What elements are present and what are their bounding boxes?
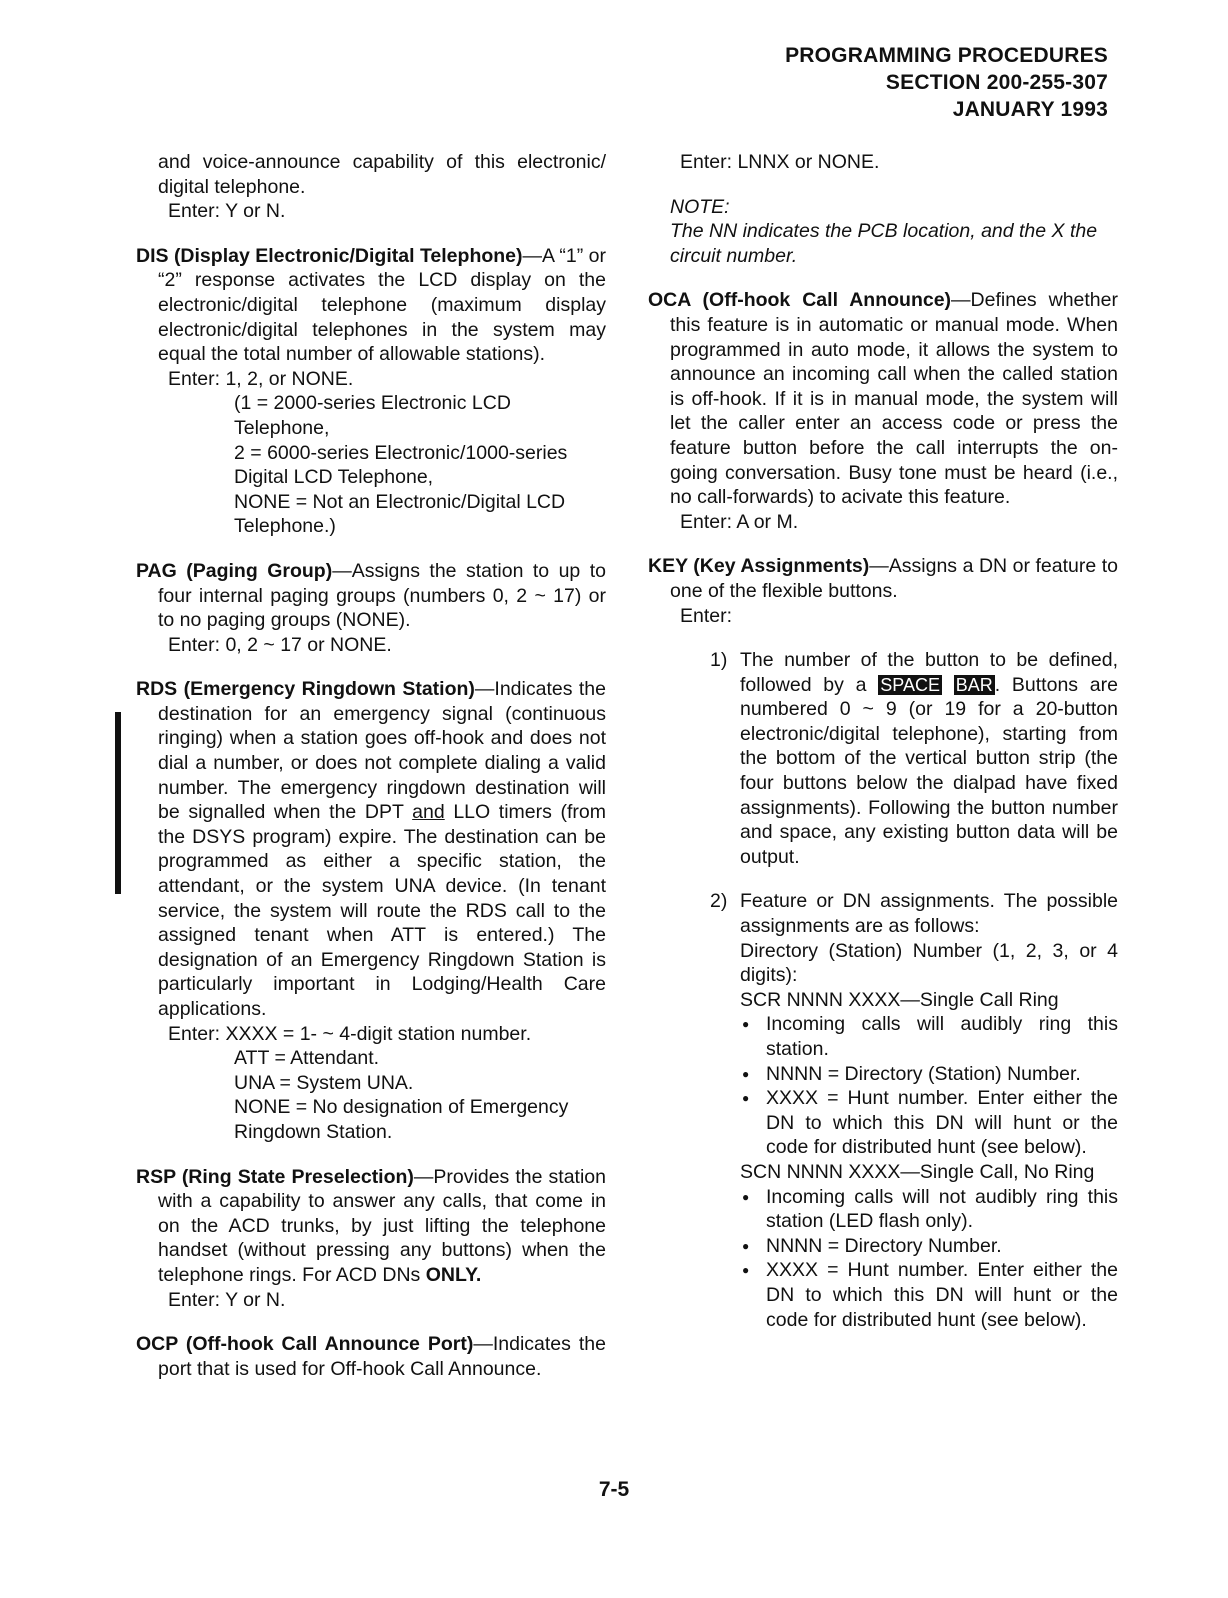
dis-text: —A “1” or “2” response activates the LCD display on the electronic/digital telephone (maximum display electronic/digital telephones in the system may equal the total number of allowable stations). (158, 244, 606, 366)
entry-ocp (136, 1332, 606, 1381)
oca-enter: Enter: A or M. (680, 510, 799, 533)
rds-option-2: UNA = System UNA. (234, 1071, 414, 1094)
rds-text-a: —Indicates the destination for an emergency signal (continuous ringing) when a station goes off-hook and does not dial a number, or does not complete dialing a valid number. The emergency ringdown destination will be signalled when the DPT (158, 678, 606, 824)
rds-text-b: LLO timers (from the DSYS program) expire. The destination can be programmed as either a specific station, the attendant, or the system UNA device. (In tenant service, the system will route the RDS call to the assigned tenant when ATT is entered.) The designation of an Emergency Ringdown Station is particularly important in Lodging/Health Care applications. (158, 801, 607, 1020)
scn-heading: SCN NNNN XXXX—Single Call, No Ring (740, 1160, 1095, 1183)
pag-paragraph (136, 559, 606, 633)
rds-enter: Enter: XXXX = 1- ~ 4-digit station number. (168, 1022, 532, 1045)
rsp-only: ONLY. (425, 1263, 482, 1286)
key-item-2-directory: Directory (Station) Number (1, 2, 3, or 4 digits): (740, 939, 1118, 987)
pag-enter: Enter: 0, 2 ~ 17 or NONE. (168, 633, 392, 656)
dis-option-1: (1 = 2000-series Electronic LCD Telephone, (234, 392, 511, 439)
scr-bullet-2: ● NNNN = Directory (Station) Number. (740, 1062, 1118, 1087)
header-title: PROGRAMMING PROCEDURES (785, 44, 1108, 67)
key-item-1-text-b: . Buttons are numbered 0 ~ 9 (or 19 for a 20-button electronic/digital telephone), starting from the bottom of the vertical button strip (the four buttons below the dialpad have fixed assignments). Following the button number and space, any existing button data will be output. (740, 673, 1118, 868)
key-item-1-text-a: The number of the button to be defined, followed by a (740, 649, 1118, 696)
rsp-paragraph (136, 1165, 606, 1288)
entry-dis (136, 244, 606, 539)
key-enter: Enter: (680, 604, 733, 627)
entry-key (648, 554, 1118, 1332)
entry-rsp (136, 1165, 606, 1313)
scr-bullet-1: ● Incoming calls will audibly ring this station. (740, 1012, 1118, 1061)
scr-bullets (740, 1012, 1118, 1160)
right-continued-entry (648, 150, 1118, 175)
rsp-enter: Enter: Y or N. (168, 1288, 286, 1311)
note-title: NOTE: (670, 195, 730, 218)
dis-heading: DIS (Display Electronic/Digital Telephone) (136, 244, 523, 267)
scn-bullet-2: ● NNNN = Directory Number. (740, 1234, 1118, 1259)
entry-pag (136, 559, 606, 657)
right-column (648, 150, 1118, 1352)
scr-heading: SCR NNNN XXXX—Single Call Ring (740, 988, 1059, 1011)
dis-option-2: 2 = 6000-series Electronic/1000-series Digital LCD Telephone, (234, 441, 568, 489)
oca-text: —Defines whether this feature is in automatic or manual mode. When programmed in auto mode, it allows the system to announce an incoming call when the called station is off-hook. If it is in manual mode, the system will let the caller enter an access code or press the feature button before the call interrupts the on-going conversation. Busy tone must be heard (i.e., no call-forwards) to acivate this feature. (670, 289, 1118, 509)
pag-heading: PAG (Paging Group) (136, 559, 333, 582)
page-header (785, 42, 1108, 123)
rds-heading: RDS (Emergency Ringdown Station) (136, 678, 475, 701)
continued-entry (136, 150, 606, 224)
left-column (136, 150, 606, 1401)
dis-paragraph (136, 244, 606, 367)
ocp-heading: OCP (Off-hook Call Announce Port) (136, 1333, 474, 1356)
ocp-enter: Enter: LNNX or NONE. (680, 151, 880, 173)
continued-text: and voice-announce capability of this electronic/ digital telephone. (158, 151, 606, 198)
rsp-text: —Provides the station with a capability to answer any calls, that come in on the ACD trunks, by just lifting the telephone handset (without pressing any buttons) when the telephone rings. For ACD DNs (158, 1165, 606, 1286)
scn-bullet-1: ● Incoming calls will not audibly ring this station (LED flash only). (740, 1185, 1118, 1234)
key-item-2-number: 2) (710, 890, 728, 913)
entry-rds (136, 677, 606, 1144)
scn-bullet-3: ● XXXX = Hunt number. Enter either the DN to which this DN will hunt or the code for distributed hunt (see below). (740, 1258, 1118, 1332)
dis-enter: Enter: 1, 2, or NONE. (168, 367, 354, 390)
rds-option-3: NONE = No designation of Emergency Ringdown Station. (234, 1096, 569, 1143)
oca-paragraph (648, 288, 1118, 509)
rsp-heading: RSP (Ring State Preselection) (136, 1165, 414, 1188)
pag-text: —Assigns the station to up to four internal paging groups (numbers 0, 2 ~ 17) or to no paging groups (NONE). (158, 559, 606, 632)
key-item-2-text: Feature or DN assignments. The possible assignments are as follows: (740, 890, 1118, 938)
space-key-label: SPACE (880, 674, 940, 695)
note-block (648, 195, 1118, 269)
change-bar (115, 712, 121, 894)
rds-option-1: ATT = Attendant. (234, 1047, 380, 1070)
ocp-paragraph (136, 1332, 606, 1381)
key-item-1 (710, 648, 1118, 869)
key-text: —Assigns a DN or feature to one of the flexible buttons. (670, 555, 1119, 602)
page-number: 7-5 (598, 1478, 630, 1501)
key-paragraph (648, 554, 1119, 603)
continued-enter: Enter: Y or N. (168, 200, 286, 223)
scn-bullets (740, 1185, 1118, 1333)
ocp-text: —Indicates the port that is used for Off-hook Call Announce. (158, 1333, 606, 1380)
key-item-2 (710, 889, 1118, 1332)
header-date: JANUARY 1993 (952, 98, 1108, 121)
dis-option-3: NONE = Not an Electronic/Digital LCD Telephone.) (234, 490, 566, 538)
key-item-1-number: 1) (710, 649, 728, 672)
bar-key-label: BAR (955, 674, 993, 695)
note-text: The NN indicates the PCB location, and the X the circuit number. (670, 220, 1098, 267)
rds-and: and (412, 801, 445, 824)
scr-bullet-3: ● XXXX = Hunt number. Enter either the DN to which this DN will hunt or the code for distributed hunt (see below). (740, 1086, 1118, 1160)
rds-paragraph (136, 677, 607, 1021)
header-section: SECTION 200-255-307 (885, 71, 1108, 94)
oca-heading: OCA (Off-hook Call Announce) (648, 289, 952, 312)
key-heading: KEY (Key Assignments) (648, 555, 870, 578)
entry-oca (648, 288, 1118, 534)
